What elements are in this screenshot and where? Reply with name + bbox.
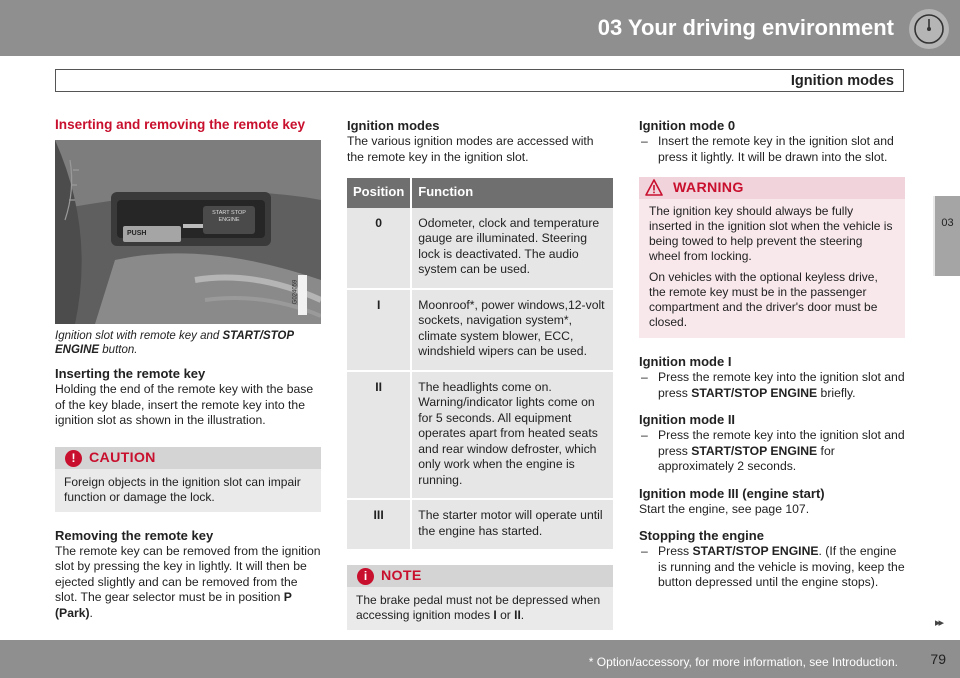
gauge-icon (909, 9, 949, 49)
caution-box (55, 447, 321, 512)
mode1-heading: Ignition mode I (639, 354, 732, 369)
section-heading: Inserting and removing the remote key (55, 117, 306, 132)
warning-triangle-icon (645, 179, 663, 196)
note-end: . (520, 608, 525, 622)
column-header-function: Function (411, 178, 613, 208)
stop-step (639, 544, 905, 591)
caution-text: Foreign objects in the ignition slot can impair function or damage the lock. (64, 474, 301, 504)
mode1-step (639, 370, 905, 401)
mode1-text: Press the remote key into the ignition slot and press (658, 370, 905, 400)
mode2-button-name: START/STOP ENGINE (691, 443, 818, 458)
mode0-heading: Ignition mode 0 (639, 118, 736, 133)
photo-caption (55, 329, 321, 357)
mode2-step (639, 428, 905, 475)
caption-suffix: button. (99, 344, 138, 356)
mode3-text: Start the engine, see page 107. (639, 501, 810, 516)
section-title-bar (55, 69, 904, 92)
warning-body (639, 199, 905, 338)
remove-heading: Removing the remote key (55, 527, 214, 543)
caution-header (55, 447, 321, 469)
row-position: III (347, 499, 411, 550)
insert-heading: Inserting the remote key (55, 366, 206, 381)
stop-text: Press (658, 544, 693, 558)
warning-paragraph: On vehicles with the optional keyless drive, the remote key must be in the passenger compartment and the driver's door must be closed. (649, 270, 878, 329)
footer-note: * Option/accessory, for more information, see Introduction. (588, 655, 898, 669)
engine-button-label: START STOP ENGINE (212, 210, 246, 223)
mode2-heading: Ignition mode II (639, 412, 736, 427)
column-header-position: Position (347, 178, 411, 208)
note-title: NOTE (381, 568, 422, 584)
note-body: The brake pedal must not be depressed when accessing ignition modes (356, 593, 601, 622)
caption-bold: START/STOP ENGINE (55, 330, 294, 356)
warning-paragraph: The ignition key should always be fully inserted in the ignition slot when the vehicle is being towed to help prevent the steering wheel from locking. (649, 204, 893, 263)
row-function: Odometer, clock and temperature gauge are illuminated. Steering lock is deactivated. The audio system can be used. (411, 208, 613, 289)
chapter-tab-label: 03 (941, 217, 954, 229)
mode3-heading: Ignition mode III (engine start) (639, 485, 825, 501)
image-code: G024059 (292, 279, 299, 305)
page-number: 79 (930, 651, 946, 667)
mode2-text-end: for approximately 2 seconds. (658, 443, 835, 473)
caption-text: Ignition slot with remote key and (55, 330, 223, 342)
column-2 (347, 112, 613, 630)
caution-title: CAUTION (89, 449, 156, 466)
warning-title: WARNING (673, 180, 744, 196)
remove-text (55, 544, 321, 622)
note-header (347, 565, 613, 587)
chapter-tab (933, 196, 960, 276)
mode0-step: – Insert the remote key in the ignition slot and press it lightly. It will be drawn into the slot. (639, 134, 905, 165)
row-function: Moonroof*, power windows,12-volt sockets, navigation system*, climate system blower, ECC, windshield wipers can be used. (411, 289, 613, 371)
column-1 (55, 112, 321, 621)
chapter-title: 03 Your driving environment (597, 15, 894, 40)
stop-heading: Stopping the engine (639, 528, 764, 543)
column-3 (639, 112, 905, 591)
row-function: The headlights come on. Warning/indicator lights come on for 5 seconds. All equipment operates apart from heated seats and rear window defroster, which only work when the engine is running. (411, 371, 613, 500)
table-row (347, 371, 613, 500)
remove-text-body: The remote key can be removed from the ignition slot by pressing the key in lightly. It will then be ejected slightly and can be removed from the slot. The gear selector must be in position (55, 543, 321, 604)
table-row (347, 499, 613, 550)
ignition-modes-intro: The various ignition modes are accessed with the remote key in the ignition slot. (347, 134, 594, 164)
mode1-text-end: briefly. (817, 385, 856, 400)
warning-box (639, 177, 905, 338)
exclamation-icon: ! (65, 450, 82, 467)
section-title: Ignition modes (790, 73, 894, 89)
note-mode-ii: II (514, 608, 521, 622)
mode1-button-name: START/STOP ENGINE (691, 385, 818, 400)
note-box (347, 565, 613, 630)
note-or: or (496, 608, 515, 622)
double-chevron-right-icon: ▸▸ (934, 617, 942, 629)
row-position: 0 (347, 208, 411, 289)
insert-text: Holding the end of the remote key with the base of the key blade, insert the remote key into the ignition slot as shown in the illustration. (55, 382, 314, 427)
row-position: I (347, 289, 411, 371)
footer-band (0, 640, 960, 678)
ignition-modes-heading: Ignition modes (347, 118, 440, 133)
row-function: The starter motor will operate until the engine has started. (411, 499, 613, 550)
stop-text-end: . (If the engine is running and the vehicle is moving, keep the button depressed until the engine stops). (658, 544, 905, 589)
ignition-modes-table (347, 178, 613, 551)
stop-button-name: START/STOP ENGINE (692, 544, 819, 558)
push-label: PUSH (127, 230, 147, 237)
row-position: II (347, 371, 411, 500)
mode2-text: Press the remote key into the ignition slot and press (658, 428, 905, 458)
warning-header (639, 177, 905, 199)
info-icon: i (357, 568, 374, 585)
park-position: P (Park) (55, 590, 292, 620)
table-row (347, 289, 613, 371)
ignition-slot-photo (55, 140, 321, 324)
note-text (347, 587, 613, 630)
note-mode-i: I (493, 608, 497, 622)
table-row (347, 208, 613, 289)
remove-text-end: . (89, 605, 93, 620)
